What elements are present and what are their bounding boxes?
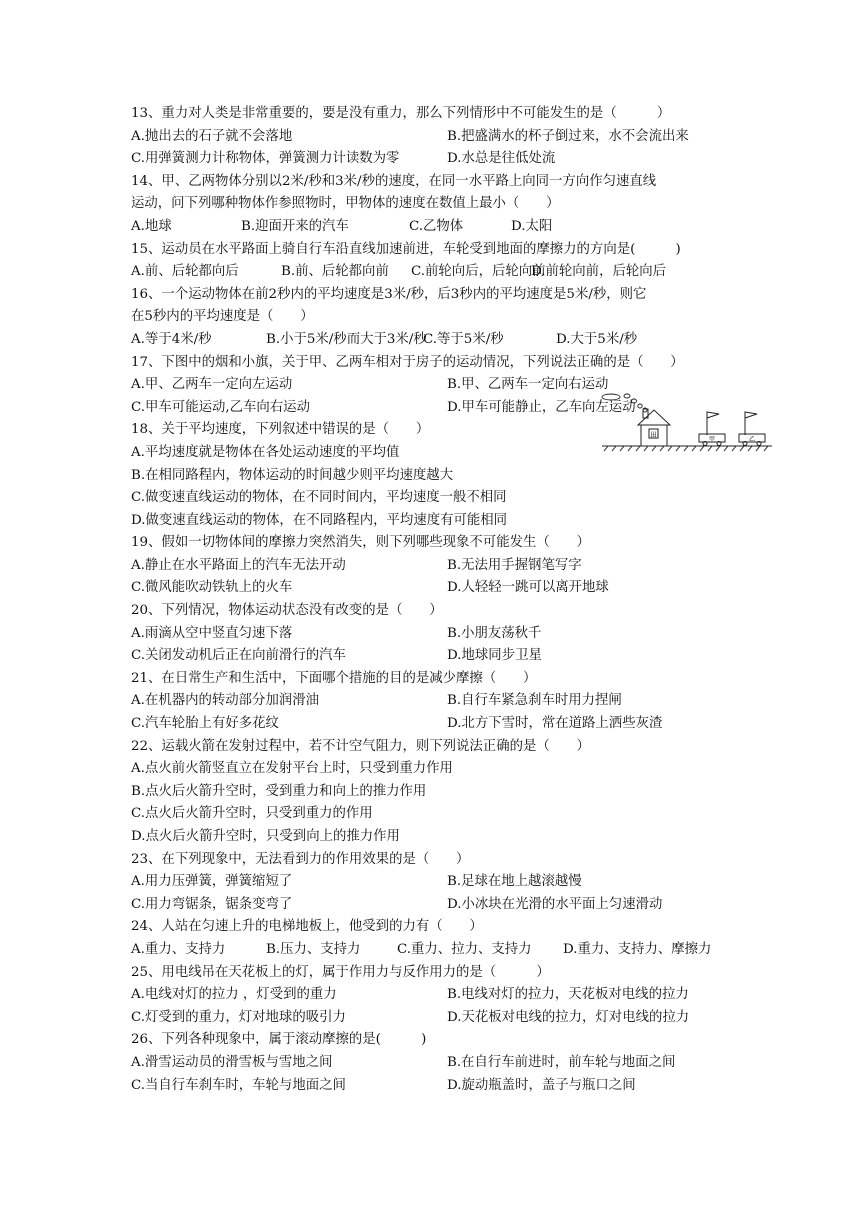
- option-row: [131, 871, 731, 894]
- answer-option[interactable]: D.地球同步卫星: [447, 648, 542, 664]
- option-row: [131, 781, 731, 804]
- answer-option[interactable]: B.压力、支持力: [266, 941, 361, 957]
- question: [131, 962, 731, 1030]
- question: [131, 736, 731, 849]
- answer-option[interactable]: D.前轮向前，后轮向后: [531, 264, 667, 280]
- answer-option[interactable]: D.北方下雪时，常在道路上洒些灰渣: [447, 716, 663, 732]
- option-row: [131, 148, 731, 171]
- option-row: [131, 555, 731, 578]
- option-row: [131, 690, 731, 713]
- option-row: [131, 713, 731, 736]
- answer-option[interactable]: A.前、后轮都向后: [131, 264, 239, 280]
- question: [131, 284, 731, 352]
- option-row: [131, 261, 731, 284]
- answer-option[interactable]: D.做变速直线运动的物体，在不同路程内，平均速度有可能相同: [131, 512, 508, 528]
- question-stem: 在5秒内的平均速度是（ ）: [131, 309, 314, 325]
- answer-option[interactable]: C.甲车可能运动,乙车向右运动: [131, 399, 310, 415]
- option-row: [131, 577, 731, 600]
- answer-option[interactable]: A.甲、乙两车一定向左运动: [131, 377, 293, 393]
- option-row: [131, 487, 731, 510]
- answer-option[interactable]: C.当自行车刹车时，车轮与地面之间: [131, 1077, 346, 1093]
- question: [131, 532, 731, 600]
- answer-option[interactable]: B.迎面开来的汽车: [241, 218, 349, 234]
- answer-option[interactable]: D.大于5米/秒: [556, 331, 638, 347]
- option-row: [131, 939, 731, 962]
- option-row: [131, 465, 731, 488]
- answer-option[interactable]: D.水总是往低处流: [447, 151, 556, 167]
- answer-option[interactable]: D.人轻轻一跳可以离开地球: [447, 580, 609, 596]
- answer-option[interactable]: C.点火后火箭升空时，只受到重力的作用: [131, 806, 373, 822]
- answer-option[interactable]: B.小于5米/秒而大于3米/秒: [266, 331, 427, 347]
- option-row: [131, 1007, 731, 1030]
- answer-option[interactable]: A.用力压弹簧，弹簧缩短了: [131, 874, 293, 890]
- answer-option[interactable]: D.甲车可能静止，乙车向左运动: [447, 399, 636, 415]
- answer-option[interactable]: B.把盛满水的杯子倒过来，水不会流出来: [447, 128, 689, 144]
- option-row: [131, 645, 731, 668]
- question-stem: 18、关于平均速度，下列叙述中错误的是（ ）: [131, 422, 430, 438]
- answer-option[interactable]: B.自行车紧急刹车时用力捏闸: [447, 693, 622, 709]
- question-stem: 14、甲、乙两物体分别以2米/秒和3米/秒的速度，在同一水平路上向同一方向作匀速直线: [131, 173, 657, 189]
- option-row: [131, 329, 731, 352]
- car-yi-label: 乙: [748, 436, 756, 443]
- question-stem: 16、一个运动物体在前2秒内的平均速度是3米/秒，后3秒内的平均速度是5米/秒，则它: [131, 286, 647, 302]
- option-row: [131, 1052, 731, 1075]
- answer-option[interactable]: C.关闭发动机后正在向前滑行的汽车: [131, 648, 346, 664]
- answer-option[interactable]: B.前、后轮都向前: [281, 264, 389, 280]
- smoke: [602, 394, 647, 412]
- answer-option[interactable]: B.小朋友荡秋千: [447, 625, 542, 641]
- question-stem: 23、在下列现象中，无法看到力的作用效果的是（ ）: [131, 851, 470, 867]
- answer-option[interactable]: A.在机器内的转动部分加润滑油: [131, 693, 320, 709]
- answer-option[interactable]: D.太阳: [511, 218, 553, 234]
- answer-option[interactable]: B.在自行车前进时，前车轮与地面之间: [447, 1054, 676, 1070]
- question: [131, 1029, 731, 1097]
- answer-option[interactable]: C.用力弯锯条，锯条变弯了: [131, 896, 293, 912]
- question: [131, 600, 731, 668]
- question: [131, 916, 731, 961]
- answer-option[interactable]: D.点火后火箭升空时，只受到向上的推力作用: [131, 829, 400, 844]
- option-row: [131, 1075, 731, 1098]
- answer-option[interactable]: C.汽车轮胎上有好多花纹: [131, 716, 279, 732]
- option-row: [131, 826, 731, 849]
- house-icon: [638, 409, 670, 446]
- question: [131, 103, 731, 171]
- answer-option[interactable]: B.足球在地上越滚越慢: [447, 874, 582, 890]
- answer-option[interactable]: B.在相同路程内，物体运动的时间越少则平均速度越大: [131, 467, 454, 483]
- question-stem: 运动，问下列哪种物体作参照物时，甲物体的速度在数值上最小（ ）: [131, 196, 560, 212]
- question-stem: 19、假如一切物体间的摩擦力突然消失，则下列哪些现象不可能发生（ ）: [131, 535, 590, 551]
- car-jia-label: 甲: [708, 436, 716, 443]
- answer-option[interactable]: B.甲、乙两车一定向右运动: [447, 377, 609, 393]
- option-row: [131, 216, 731, 239]
- answer-option[interactable]: C.重力、拉力、支持力: [397, 941, 532, 957]
- answer-option[interactable]: C.微风能吹动铁轨上的火车: [131, 580, 293, 596]
- answer-option[interactable]: A.电线对灯的拉力 ，灯受到的重力: [131, 987, 337, 1003]
- ground: [602, 446, 772, 451]
- answer-option[interactable]: A.雨滴从空中竖直匀速下落: [131, 625, 293, 641]
- answer-option[interactable]: D.重力、支持力、摩擦力: [563, 941, 712, 957]
- answer-option[interactable]: A.平均速度就是物体在各处运动速度的平均值: [131, 444, 400, 460]
- answer-option[interactable]: C.乙物体: [409, 218, 464, 234]
- figure-house-and-cars: [596, 385, 776, 465]
- answer-option[interactable]: B.电线对灯的拉力，天花板对电线的拉力: [447, 987, 689, 1003]
- answer-option[interactable]: C.做变速直线运动的物体，在不同时间内，平均速度一般不相同: [131, 490, 507, 506]
- question-stem: 24、人站在匀速上升的电梯地板上，他受到的力有（ ）: [131, 919, 483, 935]
- option-row: [131, 984, 731, 1007]
- question: [131, 668, 731, 736]
- question-stem: 22、运载火箭在发射过程中，若不计空气阻力，则下列说法正确的是（ ）: [131, 738, 590, 754]
- option-row: [131, 758, 731, 781]
- option-row: [131, 623, 731, 646]
- question: [131, 171, 731, 239]
- answer-option[interactable]: D.旋动瓶盖时，盖子与瓶口之间: [447, 1077, 636, 1093]
- question-stem: 21、在日常生产和生活中，下面哪个措施的目的是减少摩擦（ ）: [131, 670, 537, 686]
- answer-option[interactable]: A.滑雪运动员的滑雪板与雪地之间: [131, 1054, 333, 1070]
- answer-option[interactable]: A.地球: [131, 218, 172, 234]
- option-row: [131, 894, 731, 917]
- question: [131, 849, 731, 917]
- answer-option[interactable]: C.等于5米/秒: [423, 331, 504, 347]
- house-label: 田: [650, 430, 657, 439]
- answer-option[interactable]: D.天花板对电线的拉力，灯对电线的拉力: [447, 1009, 690, 1025]
- answer-option[interactable]: B.点火后火箭升空时，受到重力和向上的推力作用: [131, 783, 427, 799]
- option-row: [131, 803, 731, 826]
- question-stem: 20、下列情况，物体运动状态没有改变的是（ ）: [131, 603, 443, 619]
- answer-option[interactable]: A.等于4米/秒: [131, 331, 212, 347]
- question-stem: 26、下列各种现象中，属于滚动摩擦的是( ): [131, 1032, 427, 1048]
- answer-option[interactable]: C.用弹簧测力计称物体，弹簧测力计读数为零: [131, 151, 400, 167]
- answer-option[interactable]: A.静止在水平路面上的汽车无法开动: [131, 557, 346, 573]
- question: [131, 239, 731, 284]
- answer-option[interactable]: C.灯受到的重力，灯对地球的吸引力: [131, 1009, 346, 1025]
- question-stem: 15、运动员在水平路面上骑自行车沿直线加速前进，车轮受到地面的摩擦力的方向是( ): [131, 241, 681, 257]
- answer-option[interactable]: D.小冰块在光滑的水平面上匀速滑动: [447, 896, 663, 912]
- option-row: [131, 126, 731, 149]
- answer-option[interactable]: C.前轮向后，后轮向前: [411, 264, 546, 280]
- option-row: [131, 510, 731, 533]
- question-stem: 13、重力对人类是非常重要的，要是没有重力，那么下列情形中不可能发生的是（ ）: [131, 106, 671, 121]
- answer-option[interactable]: A.重力、支持力: [131, 941, 226, 957]
- question-stem: 25、用电线吊在天花板上的灯，属于作用力与反作用力的是（ ）: [131, 964, 550, 980]
- answer-option[interactable]: B.无法用手握钢笔写字: [447, 557, 582, 573]
- question-stem: 17、下图中的烟和小旗，关于甲、乙两车相对于房子的运动情况，下列说法正确的是（ ）: [131, 354, 684, 370]
- answer-option[interactable]: A.点火前火箭竖直立在发射平台上时，只受到重力作用: [131, 761, 453, 777]
- figure-svg: [596, 385, 776, 465]
- question-list: [131, 103, 731, 1097]
- answer-option[interactable]: A.抛出去的石子就不会落地: [131, 128, 293, 144]
